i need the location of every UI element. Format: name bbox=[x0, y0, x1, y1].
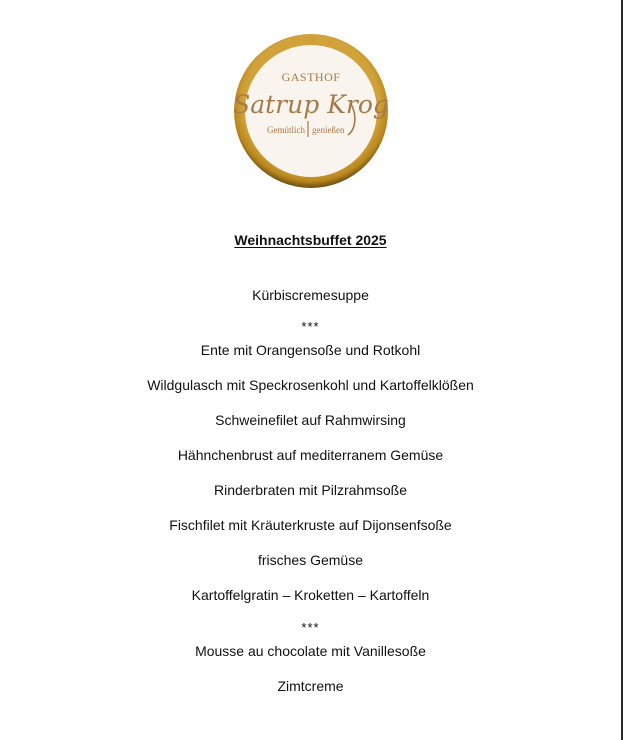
menu-item: Rinderbraten mit Pilzrahmsoße bbox=[214, 482, 407, 498]
logo-script-text: Satrup Krog bbox=[233, 90, 389, 119]
menu-item: frisches Gemüse bbox=[257, 552, 364, 568]
menu-item: Fischfilet mit Kräuterkruste auf Dijonsenfsoße bbox=[169, 517, 452, 533]
logo-tagline-left: Gemütlich bbox=[267, 125, 305, 135]
menu-item: Kartoffelgratin – Kroketten – Kartoffeln bbox=[191, 587, 430, 603]
logo-tagline-right: genießen bbox=[312, 125, 345, 135]
menu-item: Schweinefilet auf Rahmwirsing bbox=[215, 412, 406, 428]
menu-item: Wildgulasch mit Speckrosenkohl und Kartoffelklößen bbox=[147, 377, 474, 393]
menu-separator: *** bbox=[301, 319, 320, 334]
menu-item: Ente mit Orangensoße und Rotkohl bbox=[200, 342, 421, 358]
menu-title: Weihnachtsbuffet 2025 bbox=[234, 232, 387, 248]
menu-separator: *** bbox=[301, 620, 320, 635]
menu-item-dessert: Mousse au chocolate mit Vanillesoße bbox=[195, 643, 426, 659]
menu-item-dessert: Zimtcreme bbox=[277, 678, 344, 694]
logo-top-text: GASTHOF bbox=[281, 70, 341, 84]
menu-item-soup: Kürbiscremesuppe bbox=[252, 287, 369, 303]
menu-item: Hähnchenbrust auf mediterranem Gemüse bbox=[177, 447, 444, 463]
